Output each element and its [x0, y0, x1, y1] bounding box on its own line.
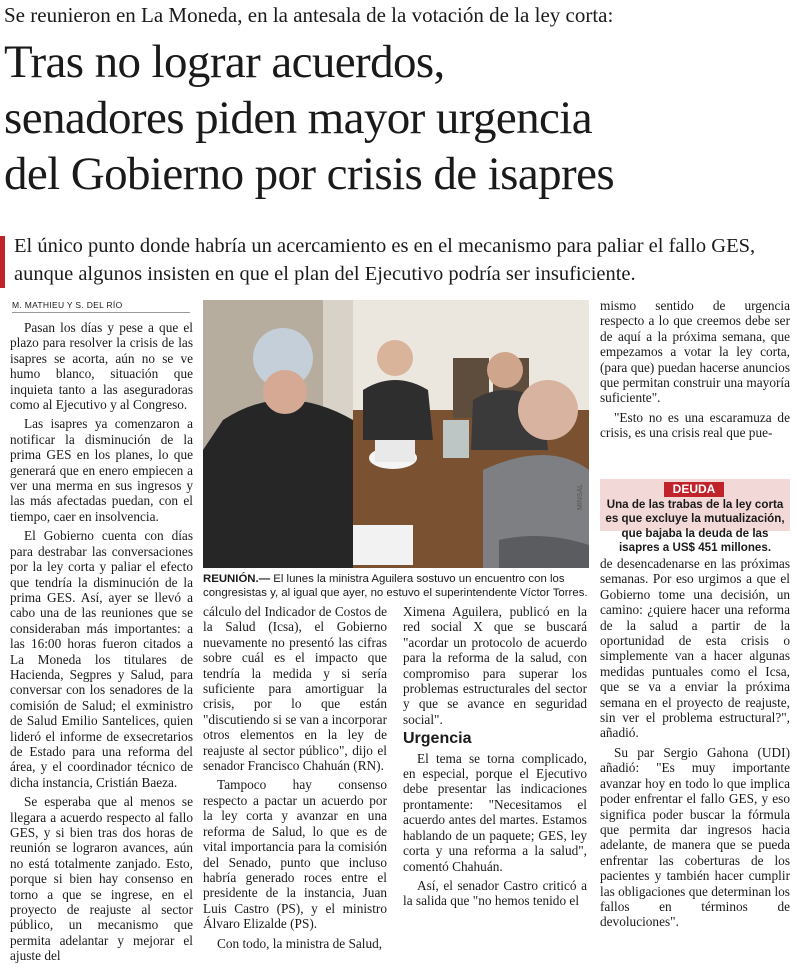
- meeting-photo-illustration: [203, 300, 589, 568]
- paragraph: mismo sentido de urgencia respecto a lo que creemos debe ser de aquí a la próxima semana, que empezamos a votar la ley corta, (para que) puedan hacerse anuncios que permitan construir una mayoría suficiente".: [600, 298, 790, 406]
- sidebar-tag: DEUDA: [664, 482, 724, 497]
- caption-label: REUNIÓN.—: [203, 573, 271, 585]
- paragraph: Se esperaba que al menos se llegara a acuerdo respecto al fallo GES, y si bien tras dos horas de reunión se lograron avances, aún no está totalmente zanjado. Esto, porque si bien hay consenso en torno a que se ingrese, en el proyecto de reajuste al sector público, un mecanismo que permita adelantar y mejorar el ajuste del: [10, 794, 193, 964]
- paragraph: Tampoco hay consenso respecto a pactar un acuerdo por la ley corta y avanzar en una reforma de Salud, lo que es de vital importancia para la comisión del Senado, punto que incluso habría generado roces entre el presidente de la instancia, Juan Luis Castro (PS), y el ministro Álvaro Elizalde (PS).: [203, 777, 387, 932]
- headline-line-2: senadores piden mayor urgencia: [4, 92, 592, 144]
- dek-accent-bar: [0, 236, 5, 288]
- paragraph: Ximena Aguilera, publicó en la red social X que se buscará "acordar un protocolo de acuerdo para la reforma de la salud, con compromiso para superar los problemas estructurales del sector y que se avance en seguridad social".: [403, 604, 587, 727]
- headline-line-3: del Gobierno por crisis de isapres: [4, 148, 615, 200]
- caption-text: El lunes la ministra Aguilera sostuvo un encuentro con los congresistas y, al igual que ayer, no estuvo el superintendente Víctor Torres.: [203, 573, 588, 599]
- photo-credit: MINSAL: [577, 483, 584, 510]
- column-3: [403, 604, 587, 913]
- paragraph: "Esto no es una escaramuza de crisis, es una crisis real que pue-: [600, 409, 790, 441]
- headline-line-1: Tras no lograr acuerdos,: [4, 36, 445, 88]
- paragraph: de desencadenarse en las próximas semanas. Por eso urgimos a que el Gobierno tome una decisión, un camino: ¿quiere hacer una reforma de la salud a partir de la oportunidad de esta crisis o simplemente van a hacer algunas medidas puntuales como el Icsa, que se va a enviar la próxima semana en el proyecto de reajuste, sin ver el problema estructural?", añadió.: [600, 556, 790, 741]
- paragraph: El tema se torna complicado, en especial, porque el Ejecutivo debe presentar las indicaciones prontamente: "Necesitamos el acuerdo antes del martes. Estamos hablando de un paquete; GES, ley corta y una reforma a la salud", comentó Chahuán.: [403, 750, 587, 874]
- column-1: [10, 320, 193, 968]
- headline: [4, 34, 794, 202]
- photo-caption: [203, 572, 591, 600]
- byline: M. MATHIEU Y S. DEL RÍO: [12, 300, 190, 313]
- paragraph: Pasan los días y pese a que el plazo para resolver la crisis de las isapres se acorta, aún no se ve humo blanco, situación que inquieta tanto a las aseguradoras como al Ejecutivo y al Congreso.: [10, 320, 193, 413]
- dek: El único punto donde habría un acercamiento es en el mecanismo para paliar el fallo GES, aunque algunos insisten en que el plan del Ejecutivo podría ser insuficiente.: [14, 235, 756, 285]
- sidebar-text: Una de las trabas de la ley corta es que excluye la mutualización, que bajaba la deuda de las isapres a US$ 451 millones.: [605, 498, 785, 554]
- meeting-photo: [203, 300, 589, 568]
- paragraph: Las isapres ya comenzaron a notificar la disminución de la prima GES en los planes, lo que generará que en enero empiecen a ver una merma en sus ingresos y las más afectadas puedan, con el tiempo, caer en insolvencia.: [10, 416, 193, 524]
- kicker: Se reunieron en La Moneda, en la antesala de la votación de la ley corta:: [4, 3, 614, 27]
- column-4-top: [600, 298, 790, 445]
- paragraph: El Gobierno cuenta con días para destrabar las conversaciones por la ley corta y paliar el efecto que tendría la disminución de la prima GES. Así, ayer se llevó a cabo una de las reuniones que se consideraban más importantes: a las 16:00 horas fueron citados a La Moneda los titulares de Hacienda, Segpres y Salud, para conversar con los senadores de la comisión de Salud; el exministro de Salud Emilio Santelices, quien lideró el informe de exsecretarios de Estado para una reforma del área, y el coordinador técnico de dicha instancia, Cristián Baeza.: [10, 528, 193, 790]
- paragraph: Su par Sergio Gahona (UDI) añadió: "Es muy importante avanzar hoy en todo lo que implica poder enfrentar el fallo GES, y eso significa poder buscar la fórmula que permita dar ingresos hacia adelante, de manera que se pueda enfrentar las coberturas de los pacientes y también hacer cumplir las obligaciones que determinan los fallos en términos de devoluciones".: [600, 744, 790, 930]
- subhead-urgencia: Urgencia: [403, 730, 472, 748]
- paragraph: Así, el senador Castro criticó a la salida que "no hemos tenido el: [403, 877, 587, 909]
- paragraph: Con todo, la ministra de Salud,: [217, 935, 383, 951]
- column-4-bottom: [600, 556, 790, 934]
- paragraph: cálculo del Indicador de Costos de la Salud (Icsa), el Gobierno nuevamente no presentó las cifras sobre cuál es el impacto que tendría la medida y si sería suficiente para amortiguar la crisis, por lo que están "discutiendo si se van a incorporar otros elementos en la ley de reajuste al sector público", dijo el senador Francisco Chahuán (RN).: [203, 604, 387, 774]
- column-2: [203, 604, 387, 955]
